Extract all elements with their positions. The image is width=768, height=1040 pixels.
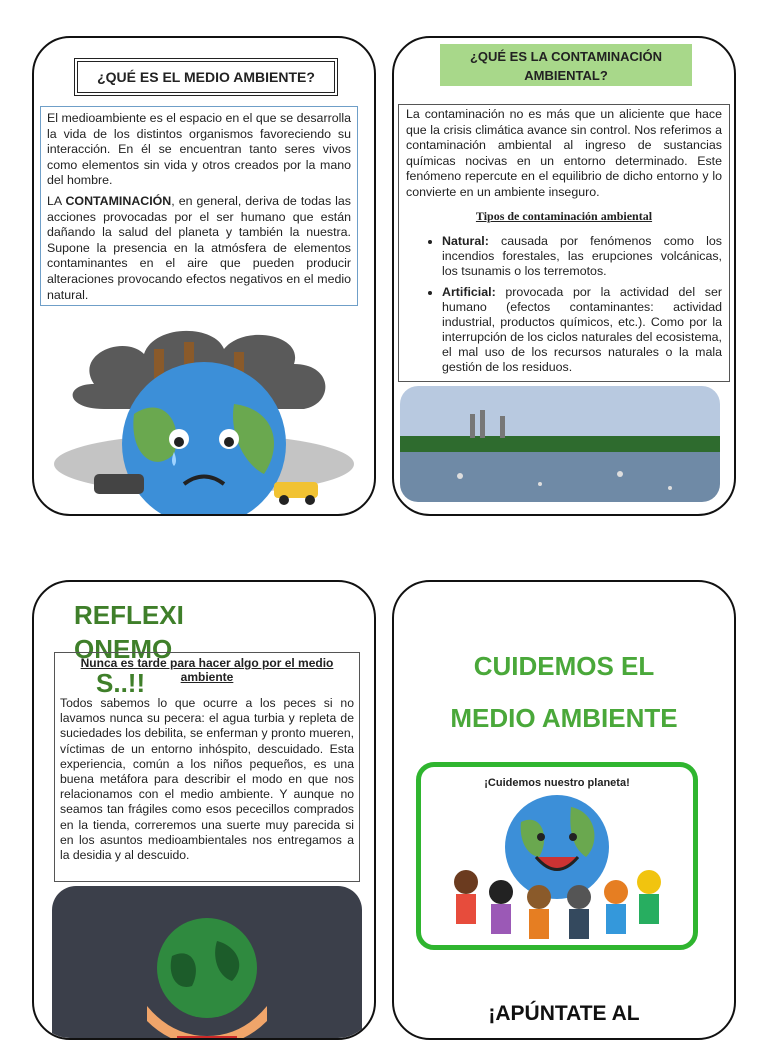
list-item: • Artificial: provocada por la actividad del ser humano (efectos contaminantes: actividad industrial, productos químicos, etc.). Como por la interrupción de los ciclos naturales del ecosistema, el mal uso de los recursos naturales o la mala gestión de los residuos. <box>442 285 722 375</box>
reflexionemos-heading: REFLEXI ONEMO S..!! <box>74 600 184 698</box>
card2-text-box <box>398 104 730 382</box>
card1-para1: El medioambiente es el espacio en el que se desarrolla la vida de los distintos organismos favoreciendo su interacción. En él se encuentran tanto seres vivos como elementos sin vida y otros creados por la mano del hombre. <box>47 111 351 188</box>
card2-intro: La contaminación no es más que un aliciente que hace que la crisis climática avance sin control. Nos referimos a contaminación ambiental al ingreso de sustancias químicas nocivas en un entorno determinado. Este fenómeno repercute en el equilibrio de dicho entorno y lo convierte en un ambiente inseguro. <box>406 107 722 199</box>
card-medio-ambiente <box>32 36 376 516</box>
apuntate-footer: ¡APÚNTATE AL <box>488 1002 640 1025</box>
pollution-types-list <box>406 234 722 375</box>
earth-hands-image <box>52 886 362 1040</box>
polluted-earth-illustration <box>34 314 374 514</box>
card3-body: Todos sabemos lo que ocurre a los peces si no lavamos nunca su pecera: el agua turbia y repleta de suciedades los debilita, se enferman y pronto mueren, víctimas de un entorno inhóspito, descuidado. Esta experiencia, común a los niños pequeños, es una buena metáfora para describir el modo en que nos relacionamos con el medio ambiente. Y aunque no seamos tan frágiles como esos pececillos comprados en la tienda, correremos una suerte muy parecida si en los asuntos medioambientales nos entregamos a la desidia y al descuido. <box>60 696 354 863</box>
card1-text-box <box>40 106 358 306</box>
card1-para2: LA CONTAMINACIÓN, en general, deriva de todas las acciones provocadas por el ser humano que están dañando la salud del planeta y también la nuestra. Supone la presencia en la atmósfera de elementos contaminantes en el aire que pueden producir alteraciones provocando efectos negativos en el medio natural. <box>47 193 351 302</box>
cuidemos-planeta-banner: ¡Cuidemos nuestro planeta! <box>484 777 630 789</box>
card2-title: ¿QUÉ ES LA CONTAMINACIÓN AMBIENTAL? <box>440 44 692 86</box>
card2-subtitle: Tipos de contaminación ambiental <box>475 208 653 223</box>
card3-text-box <box>54 652 360 882</box>
card-cuidemos <box>392 580 736 1040</box>
card-contaminacion-ambiental <box>392 36 736 516</box>
cuidemos-planeta-image <box>416 762 698 950</box>
card-reflexionemos <box>32 580 376 1040</box>
card1-title: ¿QUÉ ES EL MEDIO AMBIENTE? <box>74 58 338 96</box>
cuidemos-heading: CUIDEMOS EL MEDIO AMBIENTE <box>450 651 678 733</box>
polluted-river-photo <box>400 386 720 502</box>
list-item: • Natural: causada por fenómenos como los incendios forestales, las erupciones volcánicas, los tsunamis o los terremotos. <box>442 234 722 279</box>
card3-box-title: Nunca es tarde para hacer algo por el medio ambiente <box>80 656 334 684</box>
